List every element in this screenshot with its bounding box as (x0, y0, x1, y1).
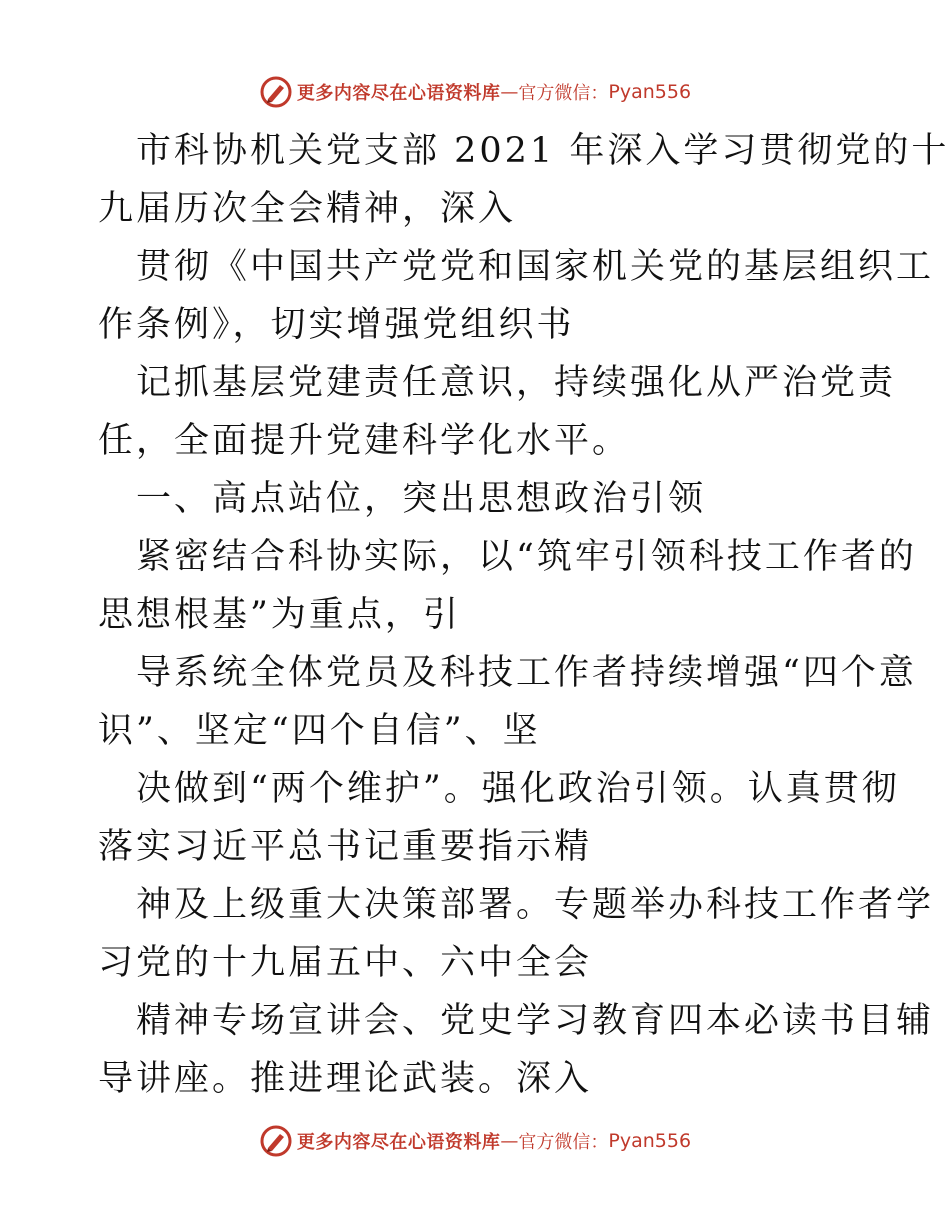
paragraph-line: 市科协机关党支部 2021 年深入学习贯彻党的十 (136, 131, 950, 171)
header-watermark (0, 72, 950, 112)
watermark-wechat-label: 官方微信： (518, 1132, 609, 1153)
pen-logo-icon (259, 1124, 293, 1158)
paragraph-line: 导讲座。推进理论武装。深入 (98, 1059, 593, 1099)
paragraph-line: 精神专场宣讲会、党史学习教育四本必读书目辅 (136, 1001, 935, 1041)
watermark-text: 更多内容尽在心语资料库 (296, 83, 501, 104)
heading-line: 一、高点站位，突出思想政治引领 (136, 479, 707, 519)
paragraph (98, 238, 935, 354)
paragraph (98, 528, 917, 644)
section-heading (98, 470, 858, 528)
document-body (98, 122, 950, 1108)
pen-logo-icon (259, 75, 293, 109)
watermark-separator: — (500, 1130, 519, 1152)
footer-watermark (0, 1121, 950, 1161)
paragraph-line: 思想根基”为重点，引 (98, 595, 461, 635)
watermark-wechat-id: Pyan556 (608, 1130, 692, 1152)
paragraph (98, 760, 900, 876)
paragraph-line: 贯彻《中国共产党党和国家机关党的基层组织工 (136, 247, 935, 287)
paragraph-line: 导系统全体党员及科技工作者持续增强“四个意 (136, 653, 917, 693)
paragraph-line: 作条例》，切实增强党组织书 (98, 305, 575, 345)
paragraph-line: 任，全面提升党建科学化水平。 (98, 421, 631, 461)
paragraph-line: 九届历次全会精神，深入 (98, 189, 517, 229)
paragraph-line: 紧密结合科协实际，以“筑牢引领科技工作者的 (136, 537, 917, 577)
paragraph-line: 决做到“两个维护”。强化政治引领。认真贯彻 (136, 769, 900, 809)
paragraph (98, 122, 950, 238)
paragraph-line: 神及上级重大决策部署。专题举办科技工作者学 (136, 885, 935, 925)
paragraph (98, 354, 897, 470)
watermark-separator: — (500, 81, 519, 103)
paragraph (98, 876, 935, 992)
watermark-wechat-label: 官方微信： (518, 83, 609, 104)
paragraph-line: 记抓基层党建责任意识，持续强化从严治党责 (136, 363, 897, 403)
paragraph-line: 落实习近平总书记重要指示精 (98, 827, 593, 867)
paragraph (98, 992, 935, 1108)
paragraph (98, 644, 917, 760)
paragraph-line: 习党的十九届五中、六中全会 (98, 943, 593, 983)
watermark-text: 更多内容尽在心语资料库 (296, 1132, 501, 1153)
watermark-wechat-id: Pyan556 (608, 81, 692, 103)
paragraph-line: 识”、坚定“四个自信”、坚 (98, 711, 541, 751)
